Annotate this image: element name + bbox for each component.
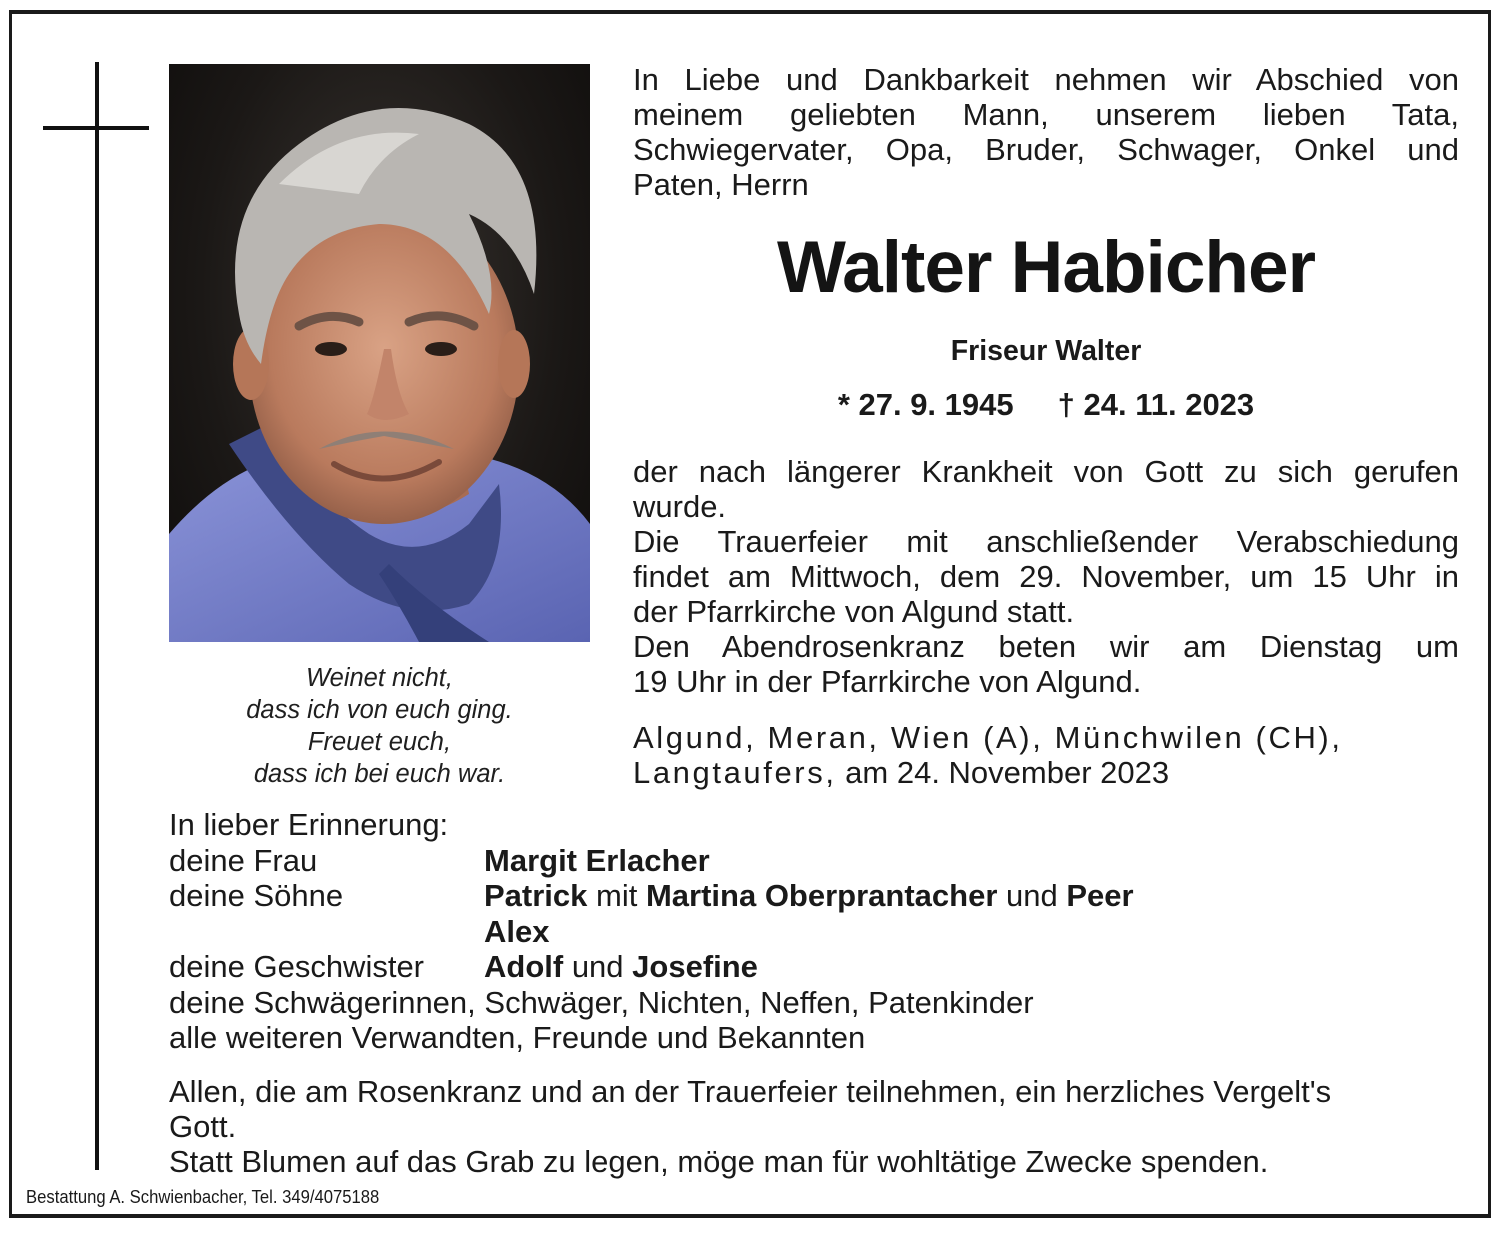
place-line [633, 755, 1459, 790]
deceased-subtitle: Friseur Walter [950, 335, 1142, 367]
body-line: wurde. [633, 489, 727, 524]
place-spaced: Langtaufers, [633, 755, 837, 790]
sibling-name: Josefine [632, 949, 758, 984]
intro-text [633, 62, 1459, 202]
quote [169, 662, 590, 790]
body-line: der Pfarrkirche von Algund statt. [633, 594, 1075, 629]
intro-line: Schwiegervater, Opa, Bruder, Schwager, Onkel und [633, 132, 1459, 167]
intro-line: Paten, Herrn [633, 167, 809, 202]
body-line: findet am Mittwoch, dem 29. November, um 15 Uhr in [633, 559, 1459, 594]
portrait-illustration [169, 64, 590, 642]
wife-name: Margit Erlacher [484, 842, 710, 878]
death-date: † 24. 11. 2023 [1057, 387, 1255, 422]
place-line: Algund, Meran, Wien (A), Münchwilen (CH), [633, 720, 1343, 755]
thanks-line: Gott. [169, 1109, 237, 1144]
son-name: Peer [1066, 878, 1134, 913]
quote-line: Weinet nicht, [306, 664, 453, 692]
connector: und [997, 878, 1067, 913]
sons-label: deine Söhne [169, 878, 344, 913]
place-date: am 24. November 2023 [836, 755, 1170, 790]
thanks-text [169, 1074, 1459, 1179]
birth-date: * 27. 9. 1945 [837, 387, 1014, 422]
son-name: Patrick [484, 878, 588, 913]
connector: mit [587, 878, 646, 913]
body-line: 19 Uhr in der Pfarrkirche von Algund. [633, 664, 1142, 699]
deceased-name: Walter Habicher [776, 227, 1316, 308]
siblings-label: deine Geschwister [169, 949, 425, 984]
funeral-home-footer: Bestattung A. Schwienbacher, Tel. 349/4075188 [26, 1186, 380, 1207]
portrait-photo [169, 64, 590, 642]
thanks-line: Allen, die am Rosenkranz und an der Trauerfeier teilnehmen, ein herzliches Vergelt's [169, 1074, 1332, 1109]
wife-label: deine Frau [169, 842, 318, 878]
life-dates [633, 386, 1459, 424]
thanks-line: Statt Blumen auf das Grab zu legen, möge man für wohltätige Zwecke spenden. [169, 1144, 1269, 1179]
son-name: Alex [484, 913, 550, 949]
cross-horizontal-bar [43, 126, 149, 130]
body-line: der nach längerer Krankheit von Gott zu sich gerufen [633, 454, 1459, 489]
intro-line: meinem geliebten Mann, unserem lieben Tata, [633, 97, 1459, 132]
cross-vertical-bar [95, 62, 99, 1170]
service-details [633, 454, 1459, 699]
mourners-list [169, 807, 1459, 1056]
intro-line: In Liebe und Dankbarkeit nehmen wir Abschied von [633, 62, 1459, 97]
quote-line: dass ich von euch ging. [246, 696, 513, 724]
connector: und [563, 949, 633, 984]
relatives-line: alle weiteren Verwandten, Freunde und Bekannten [169, 1020, 866, 1055]
body-line: Die Trauerfeier mit anschließender Verabschiedung [633, 524, 1459, 559]
obituary-notice [9, 10, 1491, 1218]
place-and-date [633, 720, 1459, 790]
inlaws-line: deine Schwägerinnen, Schwäger, Nichten, Neffen, Patenkinder [169, 984, 1034, 1020]
memory-heading: In lieber Erinnerung: [169, 807, 449, 842]
partner-name: Martina Oberprantacher [645, 878, 998, 913]
body-line: Den Abendrosenkranz beten wir am Dienstag um [633, 629, 1459, 664]
quote-line: dass ich bei euch war. [253, 760, 506, 788]
quote-line: Freuet euch, [307, 728, 452, 756]
sibling-name: Adolf [484, 949, 564, 984]
